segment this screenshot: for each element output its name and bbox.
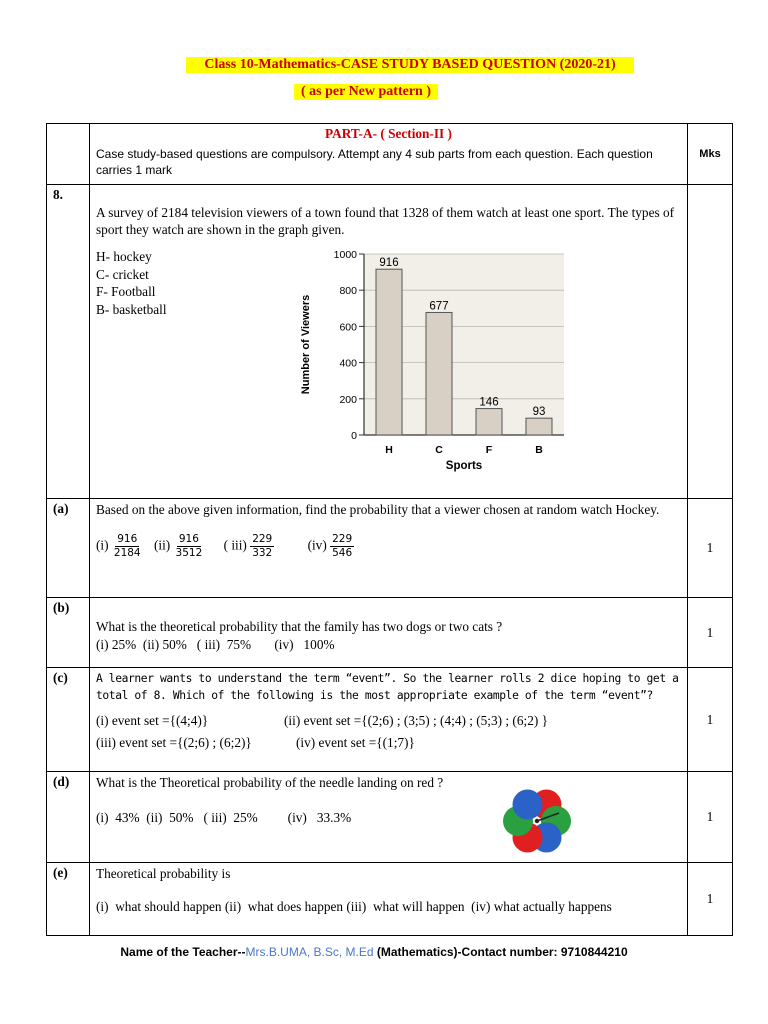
bar <box>526 418 552 435</box>
legend-item: F- Football <box>96 284 156 299</box>
marks-cell: 1 <box>688 772 733 863</box>
instructions-text: Case study-based questions are compulsory. Attempt any 4 sub parts from each question. Each question carries 1 mark <box>96 147 653 177</box>
x-tick-label: B <box>535 444 543 456</box>
option-3: ( iii) $\frac{229}{332}$ <box>223 533 273 559</box>
marks-cell: 1 <box>688 668 733 772</box>
question-d-text: What is the Theoretical probability of the needle landing on red ? <box>96 775 444 790</box>
marks-cell: 1 <box>688 598 733 668</box>
x-tick-label: F <box>485 444 493 456</box>
question-b-options: (i) 25% (ii) 50% ( iii) 75% (iv) 100% <box>96 637 335 652</box>
question-table <box>46 123 733 936</box>
marks-header: Mks <box>688 124 733 185</box>
option-2: (ii) event set ={(2;6) ; (3;5) ; (4;4) ; (5;3) ; (6;2) } <box>284 713 548 728</box>
y-axis-label: Number of Viewers <box>300 294 312 395</box>
question-8-body <box>90 185 688 499</box>
marks-cell: 1 <box>688 499 733 598</box>
option-1: (i) event set ={(4;4)} <box>96 713 209 728</box>
legend-item: C- cricket <box>96 266 149 282</box>
spinner-petal <box>513 790 543 820</box>
question-b-text: What is the theoretical probability that the family has two dogs or two cats ? <box>96 619 503 634</box>
legend-item: B- basketball <box>96 301 167 317</box>
sub-question-label: (d) <box>47 772 90 863</box>
sub-question-label: (c) <box>47 668 90 772</box>
question-8-row <box>47 185 733 499</box>
teacher-name: Mrs.B.UMA, B.Sc, M.Ed <box>245 945 374 959</box>
question-c-text: A learner wants to understand the term “event”. So the learner rolls 2 dice hoping to get a total of 8. Which of the following is the most appropriate example of the term “event”? <box>96 672 679 702</box>
part-heading: PART-A- ( Section-II ) <box>325 126 452 141</box>
sport-legend <box>96 248 167 318</box>
marks-cell: 1 <box>688 863 733 936</box>
y-tick-label: 400 <box>339 357 357 370</box>
y-tick-label: 0 <box>351 430 357 442</box>
question-d-options: (i) 43% (ii) 50% ( iii) 25% (iv) 33.3% <box>96 810 352 825</box>
sub-question-label: (e) <box>47 863 90 936</box>
table-header-row <box>47 124 733 185</box>
question-8-text: A survey of 2184 television viewers of a town found that 1328 of them watch at least one sport. The types of sport they watch are shown in the graph given. <box>96 205 675 237</box>
question-a-options <box>96 533 687 560</box>
question-a-row <box>47 499 733 598</box>
question-d-row <box>47 772 733 863</box>
document-title: Class 10-Mathematics-CASE STUDY BASED QUESTION (2020-21) <box>0 57 768 73</box>
question-e-options: (i) what should happen (ii) what does happen (iii) what will happen (iv) what actually happens <box>96 899 612 914</box>
spinner-hub <box>535 819 539 823</box>
y-tick-label: 1000 <box>333 249 357 261</box>
y-tick-label: 600 <box>339 321 357 334</box>
question-e-text: Theoretical probability is <box>96 866 231 881</box>
option-4: (iv) $\frac{229}{546}$ <box>307 533 353 559</box>
sports-bar-chart <box>299 242 569 477</box>
question-number: 8. <box>47 185 90 499</box>
sub-question-label: (a) <box>47 499 90 598</box>
option-2: (ii) $\frac{916}{3512}$ <box>153 533 203 559</box>
x-tick-label: H <box>385 444 393 456</box>
data-label: 146 <box>479 396 499 409</box>
question-a-text: Based on the above given information, find the probability that a viewer chosen at random watch Hockey. <box>96 502 660 517</box>
y-tick-label: 800 <box>339 285 357 298</box>
data-label: 677 <box>429 300 449 313</box>
legend-item: H- hockey <box>96 249 152 264</box>
question-b-row <box>47 598 733 668</box>
x-axis-label: Sports <box>445 460 483 472</box>
bar <box>476 409 502 435</box>
instructions-cell <box>90 124 688 185</box>
question-c-row <box>47 668 733 772</box>
option-4: (iv) event set ={(1;7)} <box>296 735 415 750</box>
document-subtitle: ( as per New pattern ) <box>0 84 732 100</box>
data-label: 93 <box>532 406 546 419</box>
bar <box>376 269 402 435</box>
option-3: (iii) event set ={(2;6) ; (6;2)} <box>96 735 252 750</box>
x-tick-label: C <box>435 444 443 456</box>
question-c-options <box>96 710 687 754</box>
data-label: 916 <box>379 257 399 270</box>
sub-question-label: (b) <box>47 598 90 668</box>
spinner-icon <box>500 784 574 858</box>
teacher-footer: Name of the Teacher--Mrs.B.UMA, B.Sc, M.Ed (Mathematics)-Contact number: 9710844210 <box>120 945 628 959</box>
question-e-row <box>47 863 733 936</box>
option-1: (i) $\frac{916}{2184}$ <box>96 533 141 559</box>
y-tick-label: 200 <box>339 393 357 406</box>
bar <box>426 312 452 435</box>
